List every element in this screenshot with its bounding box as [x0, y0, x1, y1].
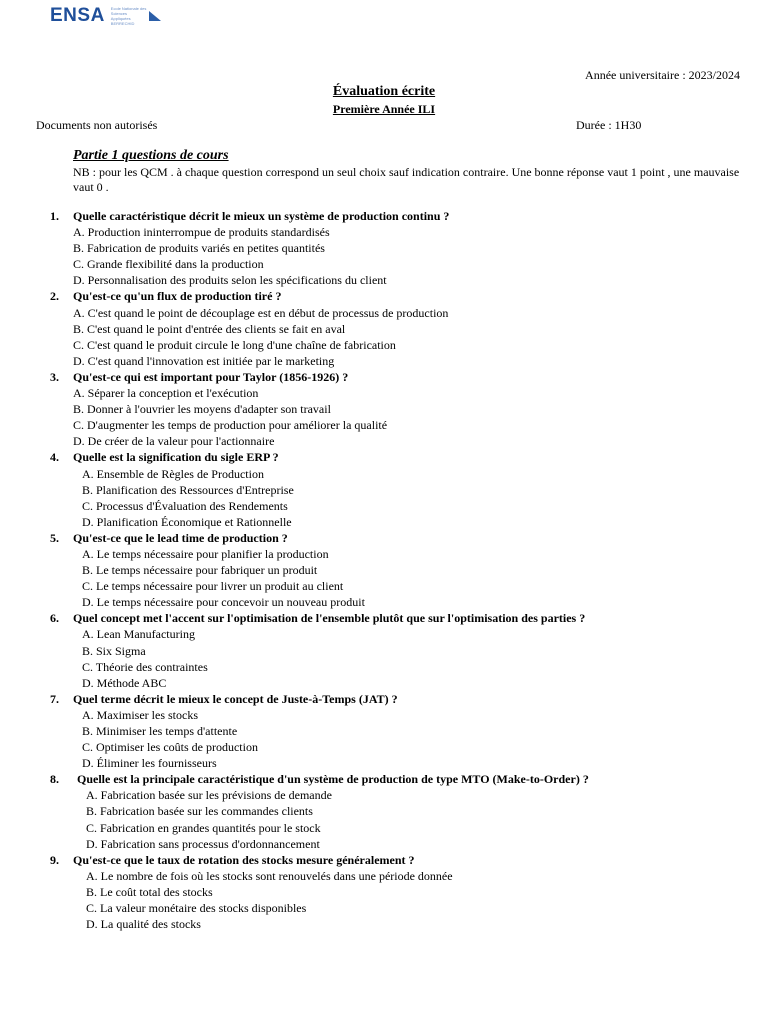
question-number: 8.: [50, 772, 59, 787]
logo-text: ENSA: [50, 5, 105, 26]
answer-option: B. Minimiser les temps d'attente: [82, 724, 238, 738]
answer-option: C. C'est quand le produit circule le long d'une chaîne de fabrication: [73, 337, 396, 352]
answer-option: A. Maximiser les stocks: [82, 707, 198, 722]
question-number: 9.: [50, 852, 59, 867]
answer-option: D. C'est quand l'innovation est initiée par le marketing: [73, 353, 335, 368]
question-number: 1.: [50, 209, 59, 223]
instructions-note: NB : pour les QCM . à chaque question correspond un seul choix sauf indication contraire. Une bonne réponse vaut 1 point , une mauvaise vaut 0 .: [73, 165, 740, 194]
logo-subtitle: Ecole Nationale des Sciences Appliquées BERRECHID: [110, 6, 147, 26]
answer-option: C. D'augmenter les temps de production pour améliorer la qualité: [73, 418, 388, 433]
answer-option: B. Donner à l'ouvrier les moyens d'adapter son travail: [73, 402, 331, 417]
answer-option: A. Le nombre de fois où les stocks sont renouvelés dans une période donnée: [86, 868, 453, 883]
answer-option: C. Processus d'Évaluation des Rendements: [82, 498, 288, 513]
academic-year: Année universitaire : 2023/2024: [585, 68, 740, 82]
answer-option: B. C'est quand le point d'entrée des clients se fait en aval: [73, 321, 346, 336]
question: [0, 691, 768, 707]
question-number: 3.: [50, 369, 59, 384]
answer-option: A. Ensemble de Règles de Production: [82, 466, 264, 481]
answer-option: A. Séparer la conception et l'exécution: [73, 386, 259, 401]
answer-option: D. Éliminer les fournisseurs: [82, 756, 217, 771]
answer-option: C. Théorie des contraintes: [82, 659, 208, 674]
answer-option: D. La qualité des stocks: [86, 917, 201, 932]
question: [0, 852, 768, 868]
answer-option: A. C'est quand le point de découplage est en début de processus de production: [73, 305, 449, 320]
question-list: [0, 208, 768, 932]
question-text: Quelle est la principale caractéristique d'un système de production de type MTO (Make-to-Order) ?: [77, 772, 589, 787]
question-number: 2.: [50, 289, 59, 304]
question: [0, 369, 768, 385]
question-number: 4.: [50, 450, 59, 465]
question: [0, 530, 768, 546]
answer-option: D. Le temps nécessaire pour concevoir un nouveau produit: [82, 595, 365, 610]
answer-option: D. De créer de la valeur pour l'actionnaire: [73, 434, 275, 449]
answer-option: C. Fabrication en grandes quantités pour le stock: [86, 820, 321, 835]
documents-note: Documents non autorisés: [36, 118, 158, 132]
question: [0, 288, 768, 304]
answer-option: B. Le coût total des stocks: [86, 884, 213, 899]
duration: Durée : 1H30: [576, 118, 642, 132]
answer-option: C. Le temps nécessaire pour livrer un produit au client: [82, 579, 344, 594]
answer-option: C. Grande flexibilité dans la production: [73, 257, 264, 272]
answer-option: B. Fabrication basée sur les commandes clients: [86, 804, 313, 819]
question-text: Qu'est-ce qu'un flux de production tiré ?: [73, 289, 282, 304]
question-text: Quel terme décrit le mieux le concept de Juste-à-Temps (JAT) ?: [73, 691, 398, 706]
logo-mark-icon: [149, 11, 161, 21]
answer-option: D. Méthode ABC: [82, 675, 167, 690]
answer-option: C. La valeur monétaire des stocks disponibles: [86, 901, 307, 916]
question-text: Quelle caractéristique décrit le mieux un système de production continu ?: [73, 209, 450, 223]
question-text: Quel concept met l'accent sur l'optimisation de l'ensemble plutôt que sur l'optimisation des parties ?: [73, 611, 586, 626]
answer-option: A. Lean Manufacturing: [82, 627, 195, 642]
answer-option: B. Fabrication de produits variés en petites quantités: [73, 241, 325, 256]
answer-option: B. Le temps nécessaire pour fabriquer un produit: [82, 563, 318, 578]
question: [0, 449, 768, 465]
question: [0, 208, 768, 224]
question-number: 7.: [50, 691, 59, 706]
question: [0, 771, 768, 787]
part-title: Partie 1 questions de cours: [73, 148, 229, 163]
question-text: Quelle est la signification du sigle ERP ?: [73, 450, 279, 465]
answer-option: D. Planification Économique et Rationnelle: [82, 514, 292, 529]
answer-option: B. Six Sigma: [82, 643, 146, 658]
page-title: Évaluation écrite: [332, 84, 436, 99]
question-number: 5.: [50, 530, 59, 545]
answer-option: A. Fabrication basée sur les prévisions de demande: [86, 788, 332, 803]
question: [0, 610, 768, 626]
question-text: Qu'est-ce que le taux de rotation des stocks mesure généralement ?: [73, 852, 415, 867]
page-subtitle: Première Année ILI: [332, 102, 436, 116]
answer-option: A. Production ininterrompue de produits standardisés: [73, 225, 330, 240]
answer-option: B. Planification des Ressources d'Entreprise: [82, 482, 294, 497]
answer-option: C. Optimiser les coûts de production: [82, 740, 258, 755]
answer-option: D. Personnalisation des produits selon les spécifications du client: [73, 273, 387, 288]
question-text: Qu'est-ce qui est important pour Taylor (1856-1926) ?: [73, 369, 349, 384]
ensa-logo: [50, 6, 161, 26]
question-text: Qu'est-ce que le lead time de production ?: [73, 530, 288, 545]
answer-option: D. Fabrication sans processus d'ordonnancement: [86, 836, 320, 851]
question-number: 6.: [50, 611, 59, 626]
answer-option: A. Le temps nécessaire pour planifier la production: [82, 546, 329, 561]
